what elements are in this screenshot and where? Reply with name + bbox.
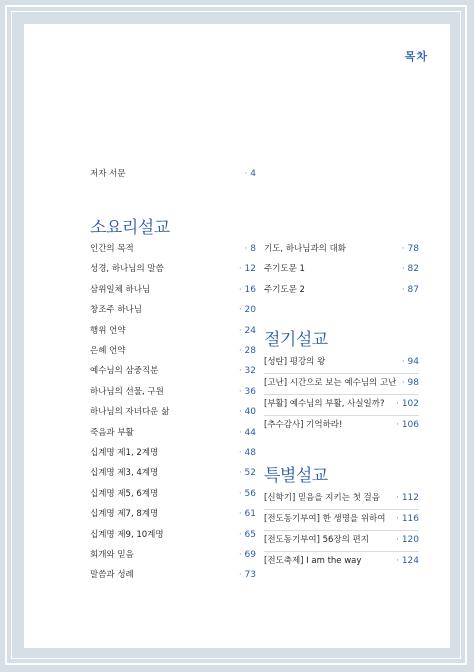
entry-page: · 48: [239, 445, 256, 461]
toc-entry[interactable]: [90, 323, 256, 339]
entry-title: 창조주 하나님: [90, 305, 142, 316]
entry-title: 말씀과 성례: [90, 570, 134, 581]
entry-divider: [264, 394, 419, 395]
entry-page: · 56: [239, 486, 256, 502]
entry-title: [신학기] 믿음을 지키는 첫 걸음: [264, 493, 380, 503]
entry-page: · 120: [396, 532, 419, 548]
entry-title: 주기도문 2: [264, 284, 305, 295]
entry-divider: [264, 415, 419, 416]
section-heading-soyori: 소요리설교: [90, 218, 170, 238]
entry-page: · 52: [239, 465, 256, 481]
entry-divider: [264, 530, 419, 531]
toc-entry[interactable]: [264, 553, 419, 569]
entry-title: 십계명 제9, 10계명: [90, 529, 164, 540]
toc-title: 목차: [404, 50, 428, 63]
toc-entry[interactable]: [90, 527, 256, 543]
entry-title: 죽음과 부활: [90, 427, 134, 438]
entry-page: · 98: [402, 375, 419, 391]
entry-title: 하나님의 자녀다운 삶: [90, 407, 170, 418]
toc-entry[interactable]: [264, 511, 419, 527]
toc-entry[interactable]: [90, 261, 256, 277]
entry-title: 저자 서문: [90, 169, 126, 179]
toc-entry[interactable]: [90, 343, 256, 359]
toc-entry[interactable]: [90, 445, 256, 461]
entry-title: 십계명 제3, 4계명: [90, 468, 159, 479]
entry-page: · 94: [402, 354, 419, 370]
entry-page: · 124: [396, 553, 419, 569]
entry-title: [전도동기부여] 한 생명을 위하여: [264, 514, 386, 524]
entry-title: [전도축제] I am the way: [264, 556, 362, 566]
entry-page: · 40: [239, 404, 256, 420]
entry-title: 회개와 믿음: [90, 550, 134, 560]
toc-entry[interactable]: [90, 547, 256, 563]
toc-entry[interactable]: [90, 241, 256, 257]
entry-title: 행위 언약: [90, 325, 126, 336]
entry-title: [전도동기부여] 56장의 편지: [264, 535, 369, 545]
entry-page: · 116: [396, 511, 419, 527]
entry-page: · 82: [402, 261, 419, 277]
entry-title: 주기도문 1: [264, 264, 305, 275]
entry-page: · 87: [402, 282, 419, 298]
entry-title: 은혜 언약: [90, 346, 126, 356]
entry-divider: [264, 509, 419, 510]
toc-entry[interactable]: [264, 354, 419, 370]
toc-entry[interactable]: [264, 532, 419, 548]
entry-title: 성경, 하나님의 말씀: [90, 264, 164, 275]
entry-title: [성탄] 평강의 왕: [264, 357, 326, 367]
toc-entry[interactable]: [90, 465, 256, 481]
toc-entry[interactable]: [264, 261, 419, 277]
entry-page: · 32: [239, 363, 256, 379]
entry-page: · 65: [239, 527, 256, 543]
preface-entry[interactable]: [90, 166, 256, 182]
entry-page: · 4: [245, 166, 256, 182]
toc-entry[interactable]: [264, 490, 419, 506]
section-heading-teukbyeol: 특별설교: [264, 466, 328, 486]
entry-page: · 8: [245, 241, 256, 257]
section-heading-jeolgi: 절기설교: [264, 330, 328, 350]
entry-page: · 20: [239, 302, 256, 318]
toc-entry[interactable]: [90, 404, 256, 420]
entry-title: 십계명 제5, 6계명: [90, 488, 159, 499]
entry-page: · 112: [396, 490, 419, 506]
toc-entry[interactable]: [90, 567, 256, 583]
entry-title: [추수감사] 기억하라!: [264, 420, 343, 430]
toc-entry[interactable]: [264, 417, 419, 433]
toc-entry[interactable]: [264, 282, 419, 298]
entry-title: 삼위일체 하나님: [90, 284, 151, 295]
entry-title: [부활] 예수님의 부활, 사실일까?: [264, 399, 385, 409]
entry-page: · 73: [239, 567, 256, 583]
toc-entry[interactable]: [90, 302, 256, 318]
entry-page: · 78: [402, 241, 419, 257]
entry-page: · 61: [239, 506, 256, 522]
toc-entry[interactable]: [90, 425, 256, 441]
toc-entry[interactable]: [90, 506, 256, 522]
toc-entry[interactable]: [264, 241, 419, 257]
entry-page: · 16: [239, 282, 256, 298]
entry-title: 인간의 목적: [90, 244, 134, 254]
toc-entry[interactable]: [90, 486, 256, 502]
entry-page: · 69: [239, 547, 256, 563]
toc-entry[interactable]: [90, 363, 256, 379]
toc-page: [24, 24, 450, 648]
entry-page: · 12: [239, 261, 256, 277]
toc-entry[interactable]: [90, 282, 256, 298]
toc-entry[interactable]: [264, 375, 419, 391]
entry-page: · 44: [239, 425, 256, 441]
toc-entry[interactable]: [264, 396, 419, 412]
entry-page: · 36: [239, 384, 256, 400]
toc-entry[interactable]: [90, 384, 256, 400]
entry-title: 십계명 제7, 8계명: [90, 509, 159, 520]
entry-divider: [264, 373, 419, 374]
entry-page: · 106: [396, 417, 419, 433]
entry-title: 기도, 하나님과의 대화: [264, 244, 347, 254]
entry-title: 하나님의 선물, 구원: [90, 386, 164, 397]
entry-title: [고난] 시간으로 보는 예수님의 고난: [264, 378, 397, 388]
entry-page: · 24: [239, 323, 256, 339]
entry-divider: [264, 551, 419, 552]
entry-title: 예수님의 삼중직분: [90, 366, 159, 377]
entry-page: · 28: [239, 343, 256, 359]
entry-page: · 102: [396, 396, 419, 412]
entry-title: 십계명 제1, 2계명: [90, 448, 159, 458]
